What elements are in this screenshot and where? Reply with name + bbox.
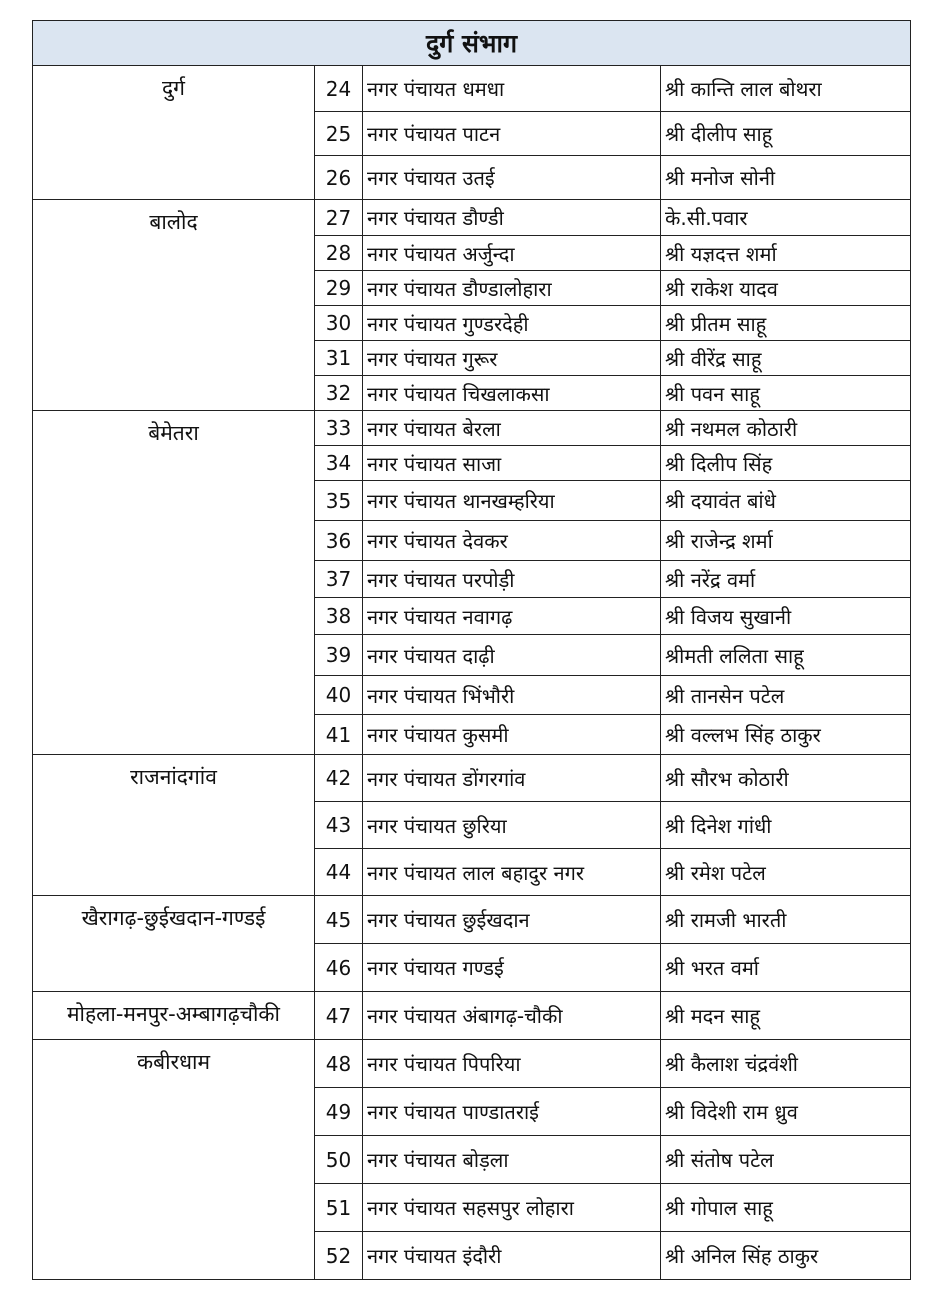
appointee-name-cell: श्री कैलाश चंद्रवंशी [661, 1040, 911, 1088]
appointee-name-cell: श्री दीलीप साहू [661, 112, 911, 156]
nagar-panchayat-cell: नगर पंचायत छुरिया [363, 802, 661, 849]
serial-number-cell: 40 [315, 676, 363, 715]
nagar-panchayat-cell: नगर पंचायत लाल बहादुर नगर [363, 849, 661, 896]
serial-number-cell: 39 [315, 635, 363, 676]
appointee-name-cell: के.सी.पवार [661, 200, 911, 236]
appointee-name-cell: श्री दिलीप सिंह [661, 446, 911, 481]
serial-number-cell: 26 [315, 156, 363, 200]
table-row [33, 992, 911, 1040]
nagar-panchayat-cell: नगर पंचायत अंबागढ़-चौकी [363, 992, 661, 1040]
nagar-panchayat-cell: नगर पंचायत पाण्डातराई [363, 1088, 661, 1136]
district-cell: बालोद [33, 200, 315, 411]
title-row [33, 21, 911, 66]
appointee-name-cell: श्री प्रीतम साहू [661, 306, 911, 341]
district-cell: बेमेतरा [33, 411, 315, 755]
serial-number-cell: 49 [315, 1088, 363, 1136]
table-row [33, 896, 911, 944]
appointee-name-cell: श्री राकेश यादव [661, 271, 911, 306]
appointee-name-cell: श्री सौरभ कोठारी [661, 755, 911, 802]
nagar-panchayat-cell: नगर पंचायत बेरला [363, 411, 661, 446]
serial-number-cell: 30 [315, 306, 363, 341]
serial-number-cell: 50 [315, 1136, 363, 1184]
appointee-name-cell: श्री नथमल कोठारी [661, 411, 911, 446]
appointee-name-cell: श्री गोपाल साहू [661, 1184, 911, 1232]
nagar-panchayat-cell: नगर पंचायत अर्जुन्दा [363, 236, 661, 271]
nagar-panchayat-cell: नगर पंचायत पाटन [363, 112, 661, 156]
appointee-name-cell: श्री नरेंद्र वर्मा [661, 561, 911, 598]
serial-number-cell: 44 [315, 849, 363, 896]
district-cell: खैरागढ़-छुईखदान-गण्डई [33, 896, 315, 992]
district-cell: मोहला-मनपुर-अम्बागढ़चौकी [33, 992, 315, 1040]
serial-number-cell: 29 [315, 271, 363, 306]
appointee-name-cell: श्री पवन साहू [661, 376, 911, 411]
serial-number-cell: 25 [315, 112, 363, 156]
nagar-panchayat-cell: नगर पंचायत उतई [363, 156, 661, 200]
nagar-panchayat-cell: नगर पंचायत बोड़ला [363, 1136, 661, 1184]
nagar-panchayat-cell: नगर पंचायत थानखम्हरिया [363, 481, 661, 521]
appointee-name-cell: श्री वीरेंद्र साहू [661, 341, 911, 376]
serial-number-cell: 41 [315, 715, 363, 755]
nagar-panchayat-cell: नगर पंचायत गण्डई [363, 944, 661, 992]
serial-number-cell: 48 [315, 1040, 363, 1088]
serial-number-cell: 42 [315, 755, 363, 802]
serial-number-cell: 46 [315, 944, 363, 992]
district-cell: कबीरधाम [33, 1040, 315, 1280]
nagar-panchayat-cell: नगर पंचायत छुईखदान [363, 896, 661, 944]
nagar-panchayat-cell: नगर पंचायत धमधा [363, 66, 661, 112]
nagar-panchayat-cell: नगर पंचायत कुसमी [363, 715, 661, 755]
serial-number-cell: 33 [315, 411, 363, 446]
serial-number-cell: 37 [315, 561, 363, 598]
nagar-panchayat-cell: नगर पंचायत दाढ़ी [363, 635, 661, 676]
appointee-name-cell: श्री दयावंत बांधे [661, 481, 911, 521]
appointee-name-cell: श्री वल्लभ सिंह ठाकुर [661, 715, 911, 755]
nagar-panchayat-cell: नगर पंचायत गुरूर [363, 341, 661, 376]
serial-number-cell: 47 [315, 992, 363, 1040]
appointee-name-cell: श्री भरत वर्मा [661, 944, 911, 992]
page-title: दुर्ग संभाग [33, 21, 911, 66]
nagar-panchayat-cell: नगर पंचायत चिखलाकसा [363, 376, 661, 411]
serial-number-cell: 35 [315, 481, 363, 521]
appointee-name-cell: श्री तानसेन पटेल [661, 676, 911, 715]
appointee-name-cell: श्री दिनेश गांधी [661, 802, 911, 849]
appointee-name-cell: श्री यज्ञदत्त शर्मा [661, 236, 911, 271]
nagar-panchayat-cell: नगर पंचायत गुण्डरदेही [363, 306, 661, 341]
nagar-panchayat-cell: नगर पंचायत परपोड़ी [363, 561, 661, 598]
table-row [33, 1040, 911, 1088]
nagar-panchayat-cell: नगर पंचायत डौण्डालोहारा [363, 271, 661, 306]
serial-number-cell: 51 [315, 1184, 363, 1232]
appointee-name-cell: श्री कान्ति लाल बोथरा [661, 66, 911, 112]
appointee-name-cell: श्री रामजी भारती [661, 896, 911, 944]
table-row [33, 755, 911, 802]
serial-number-cell: 38 [315, 598, 363, 635]
appointee-name-cell: श्री मनोज सोनी [661, 156, 911, 200]
serial-number-cell: 45 [315, 896, 363, 944]
nagar-panchayat-cell: नगर पंचायत देवकर [363, 521, 661, 561]
appointee-name-cell: श्री राजेन्द्र शर्मा [661, 521, 911, 561]
nagar-panchayat-cell: नगर पंचायत पिपरिया [363, 1040, 661, 1088]
appointee-name-cell: श्री संतोष पटेल [661, 1136, 911, 1184]
district-cell: दुर्ग [33, 66, 315, 200]
appointee-name-cell: श्री विजय सुखानी [661, 598, 911, 635]
serial-number-cell: 43 [315, 802, 363, 849]
nagar-panchayat-cell: नगर पंचायत सहसपुर लोहारा [363, 1184, 661, 1232]
nagar-panchayat-cell: नगर पंचायत डोंगरगांव [363, 755, 661, 802]
serial-number-cell: 52 [315, 1232, 363, 1280]
serial-number-cell: 36 [315, 521, 363, 561]
appointee-name-cell: श्रीमती ललिता साहू [661, 635, 911, 676]
table-row [33, 411, 911, 446]
nagar-panchayat-cell: नगर पंचायत भिंभौरी [363, 676, 661, 715]
appointments-table [32, 20, 911, 1280]
appointee-name-cell: श्री मदन साहू [661, 992, 911, 1040]
serial-number-cell: 34 [315, 446, 363, 481]
table-body [33, 66, 911, 1280]
serial-number-cell: 28 [315, 236, 363, 271]
table-row [33, 200, 911, 236]
district-cell: राजनांदगांव [33, 755, 315, 896]
nagar-panchayat-cell: नगर पंचायत डौण्डी [363, 200, 661, 236]
nagar-panchayat-cell: नगर पंचायत नवागढ़ [363, 598, 661, 635]
appointee-name-cell: श्री अनिल सिंह ठाकुर [661, 1232, 911, 1280]
serial-number-cell: 27 [315, 200, 363, 236]
serial-number-cell: 31 [315, 341, 363, 376]
appointee-name-cell: श्री विदेशी राम ध्रुव [661, 1088, 911, 1136]
appointee-name-cell: श्री रमेश पटेल [661, 849, 911, 896]
table-row [33, 66, 911, 112]
serial-number-cell: 32 [315, 376, 363, 411]
nagar-panchayat-cell: नगर पंचायत इंदौरी [363, 1232, 661, 1280]
serial-number-cell: 24 [315, 66, 363, 112]
nagar-panchayat-cell: नगर पंचायत साजा [363, 446, 661, 481]
